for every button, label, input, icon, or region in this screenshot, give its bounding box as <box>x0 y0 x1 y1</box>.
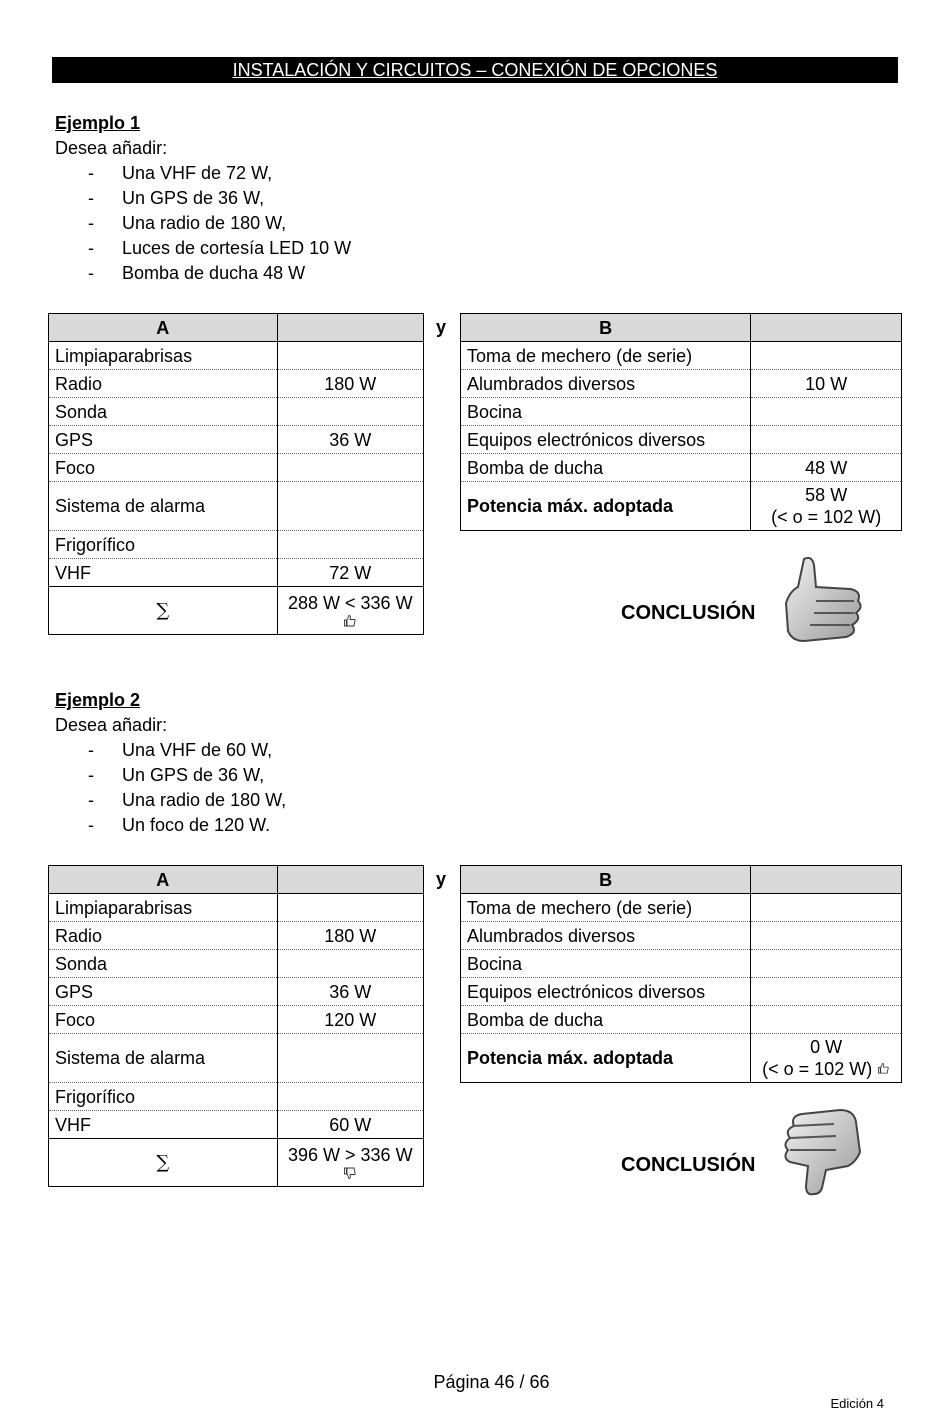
thumbs-up-icon <box>770 553 875 658</box>
table-row: Limpiaparabrisas <box>49 342 424 370</box>
table-row: Radio 180 W <box>49 370 424 398</box>
table-header: A <box>49 314 278 342</box>
table-a-example-2 <box>48 865 424 1187</box>
example-list <box>55 738 455 838</box>
table-b-example-2 <box>460 865 902 1083</box>
max-power-label: Potencia máx. adoptada <box>461 482 751 531</box>
sum-value: 288 W < 336 W <box>288 592 413 613</box>
thumb-up-icon <box>877 1059 890 1079</box>
max-power-value: 0 W <box>810 1037 843 1057</box>
connector-y: y <box>436 317 447 337</box>
table-row: GPS 36 W <box>49 978 424 1006</box>
table-row: Sonda <box>49 950 424 978</box>
table-row: Radio 180 W <box>49 922 424 950</box>
table-row: Bocina <box>461 950 902 978</box>
table-row: VHF 72 W <box>49 559 424 587</box>
page-number: Página 46 / 66 <box>433 1372 550 1392</box>
max-power-label: Potencia máx. adoptada <box>461 1034 751 1083</box>
sigma-symbol: ∑ <box>49 1139 278 1187</box>
table-header: B <box>461 866 751 894</box>
max-power-limit: (< o = 102 W) <box>771 507 882 527</box>
max-power-row <box>461 482 902 531</box>
list-item: - Luces de cortesía LED 10 W <box>88 238 352 258</box>
table-row: Frigorífico <box>49 531 424 559</box>
table-row: Bomba de ducha <box>461 1006 902 1034</box>
example-intro: Desea añadir: <box>55 138 168 158</box>
list-item: - Una radio de 180 W, <box>88 790 287 810</box>
example-title: Ejemplo 1 <box>55 113 141 133</box>
table-row: Toma de mechero (de serie) <box>461 342 902 370</box>
conclusion-label: CONCLUSIÓN <box>621 1154 756 1176</box>
table-header: A <box>49 866 278 894</box>
table-header: B <box>461 314 751 342</box>
example-1-intro <box>55 111 455 286</box>
table-row: Equipos electrónicos diversos <box>461 978 902 1006</box>
table-row: VHF 60 W <box>49 1111 424 1139</box>
sum-row <box>49 587 424 635</box>
edition-label: Edición 4 <box>830 1396 884 1411</box>
table-row: Frigorífico <box>49 1083 424 1111</box>
sum-value: 396 W > 336 W <box>288 1144 413 1165</box>
list-item: - Una VHF de 72 W, <box>88 163 273 183</box>
example-title: Ejemplo 2 <box>55 690 141 710</box>
table-row: Foco 120 W <box>49 1006 424 1034</box>
sum-row <box>49 1139 424 1187</box>
list-item: - Bomba de ducha 48 W <box>88 263 306 283</box>
conclusion-label: CONCLUSIÓN <box>621 602 756 624</box>
table-row: Toma de mechero (de serie) <box>461 894 902 922</box>
thumb-down-icon <box>284 1166 417 1182</box>
table-row: Sonda <box>49 398 424 426</box>
list-item: - Un GPS de 36 W, <box>88 188 265 208</box>
table-row: Foco <box>49 454 424 482</box>
table-row: Alumbrados diversos <box>461 922 902 950</box>
thumb-up-icon <box>284 614 417 630</box>
example-list <box>55 161 455 286</box>
table-a-example-1 <box>48 313 424 635</box>
max-power-limit: (< o = 102 W) <box>762 1059 873 1079</box>
max-power-value: 58 W <box>805 485 848 505</box>
table-row: Bomba de ducha 48 W <box>461 454 902 482</box>
thumbs-down-icon <box>776 1100 876 1205</box>
table-row: Bocina <box>461 398 902 426</box>
table-row: Equipos electrónicos diversos <box>461 426 902 454</box>
table-b-example-1 <box>460 313 902 531</box>
list-item: - Un GPS de 36 W, <box>88 765 265 785</box>
page-title: INSTALACIÓN Y CIRCUITOS – CONEXIÓN DE OPCIONES <box>52 57 898 83</box>
table-row: GPS 36 W <box>49 426 424 454</box>
sigma-symbol: ∑ <box>49 587 278 635</box>
table-row: Limpiaparabrisas <box>49 894 424 922</box>
table-row: Sistema de alarma <box>49 1034 424 1083</box>
list-item: - Un foco de 120 W. <box>88 815 271 835</box>
table-row: Alumbrados diversos 10 W <box>461 370 902 398</box>
table-row: Sistema de alarma <box>49 482 424 531</box>
list-item: - Una VHF de 60 W, <box>88 740 273 760</box>
example-2-intro <box>55 688 455 838</box>
max-power-row <box>461 1034 902 1083</box>
example-intro: Desea añadir: <box>55 715 168 735</box>
list-item: - Una radio de 180 W, <box>88 213 287 233</box>
connector-y: y <box>436 869 447 889</box>
